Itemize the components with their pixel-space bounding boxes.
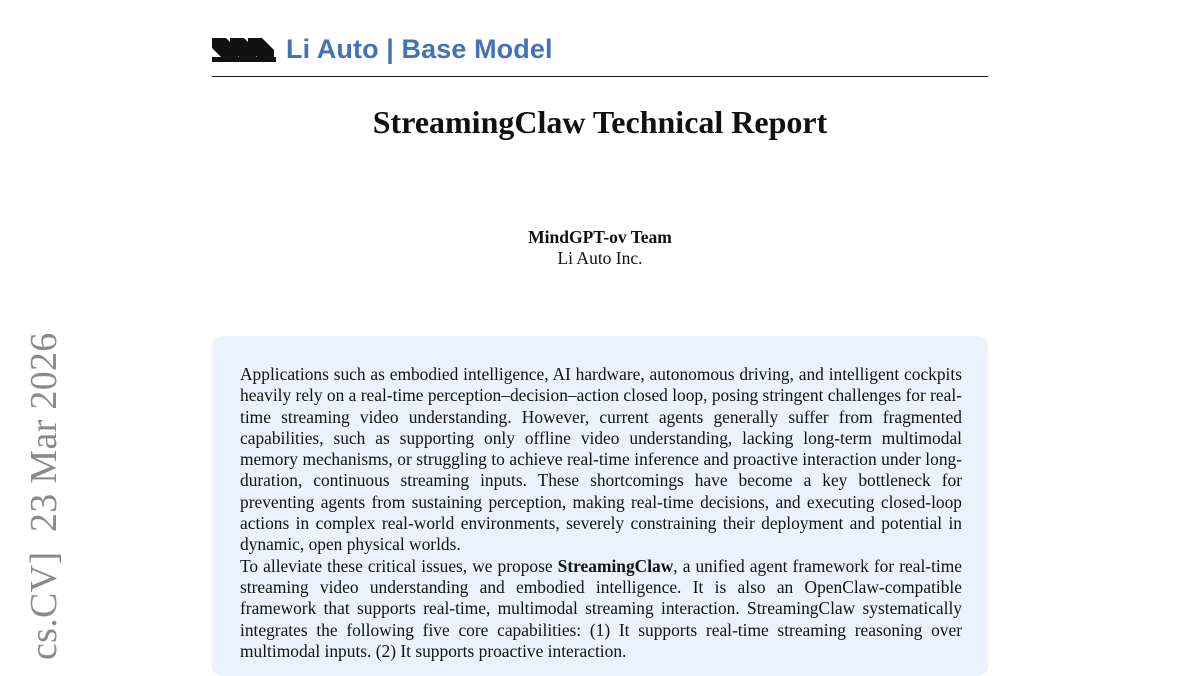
author-affiliation: Li Auto Inc. [557, 248, 643, 268]
abstract-box [212, 336, 988, 676]
paper-title: StreamingClaw Technical Report [372, 104, 828, 140]
abstract-paragraph-2-prefix: To alleviate these critical issues, we propose [240, 555, 558, 576]
abstract-text [240, 364, 962, 662]
framework-name: StreamingClaw [557, 555, 674, 576]
li-auto-logo-icon [212, 38, 276, 62]
abstract-paragraph-2-suffix: , a unified agent framework for real-time streaming video understanding and embodied intelligence. It is also an OpenClaw-compatible framework that supports real-time, multimodal streaming interaction. StreamingClaw systematically integrates the following five core capabilities: (1) It supports real-time streaming reasoning over multimodal inputs. (2) It supports proactive interaction. [240, 555, 962, 661]
author-name: MindGPT-ov Team [528, 227, 672, 247]
arxiv-stamp: cs.CV] 23 Mar 2026 [23, 332, 65, 660]
abstract-paragraph-2 [240, 556, 962, 662]
brand-title: Li Auto | Base Model [286, 34, 553, 64]
page-header [212, 36, 988, 77]
abstract-paragraph-1: Applications such as embodied intelligence, AI hardware, autonomous driving, and intelligent cockpits heavily rely on a real-time perception–decision–action closed loop, posing stringent challenges for real-time streaming video understanding. However, current agents generally suffer from fragmented capabilities, such as supporting only offline video understanding, lacking long-term multimodal memory mechanisms, or struggling to achieve real-time inference and proactive interaction under long-duration, continuous streaming inputs. These shortcomings have become a key bottleneck for preventing agents from sustaining perception, making real-time decisions, and executing closed-loop actions in complex real-world environments, severely constraining their deployment and potential in dynamic, open physical worlds. [240, 364, 962, 555]
